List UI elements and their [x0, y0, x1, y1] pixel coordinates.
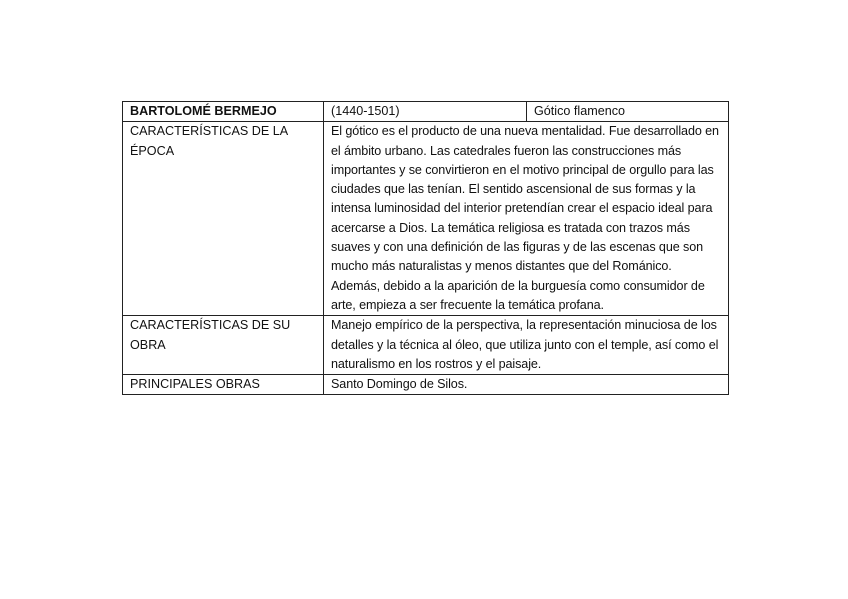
table-row-obra: [123, 316, 729, 375]
row-label-obra: CARACTERÍSTICAS DE SU OBRA: [123, 316, 324, 375]
table-row-epoca: [123, 122, 729, 316]
artist-name-cell: BARTOLOMÉ BERMEJO: [123, 102, 324, 122]
row-text-epoca: El gótico es el producto de una nueva mentalidad. Fue desarrollado en el ámbito urbano. Las catedrales fueron las construcciones más importantes y se convirtieron en el motivo principal de orgullo para las ciudades que las tenían. El sentido ascensional de sus formas y la intensa luminosidad del interior pretendían crear el espacio ideal para acercarse a Dios. La temática religiosa es tratada con trazos más suaves y con una definición de las figuras y de las escenas que son mucho más naturalistas y menos distantes que del Románico. Además, debido a la aparición de la burguesía como consumidor de arte, empieza a ser frecuente la temática profana.: [324, 122, 729, 316]
table-header-row: [123, 102, 729, 122]
artist-dates-cell: (1440-1501): [324, 102, 527, 122]
row-label-obras: PRINCIPALES OBRAS: [123, 375, 324, 395]
table-row-obras: [123, 375, 729, 395]
artist-info-table: [122, 101, 729, 395]
row-label-epoca: CARACTERÍSTICAS DE LA ÉPOCA: [123, 122, 324, 316]
row-text-obra: Manejo empírico de la perspectiva, la representación minuciosa de los detalles y la técnica al óleo, que utiliza junto con el temple, así como el naturalismo en los rostros y el paisaje.: [324, 316, 729, 375]
artist-style-cell: Gótico flamenco: [527, 102, 729, 122]
row-text-obras: Santo Domingo de Silos.: [324, 375, 729, 395]
